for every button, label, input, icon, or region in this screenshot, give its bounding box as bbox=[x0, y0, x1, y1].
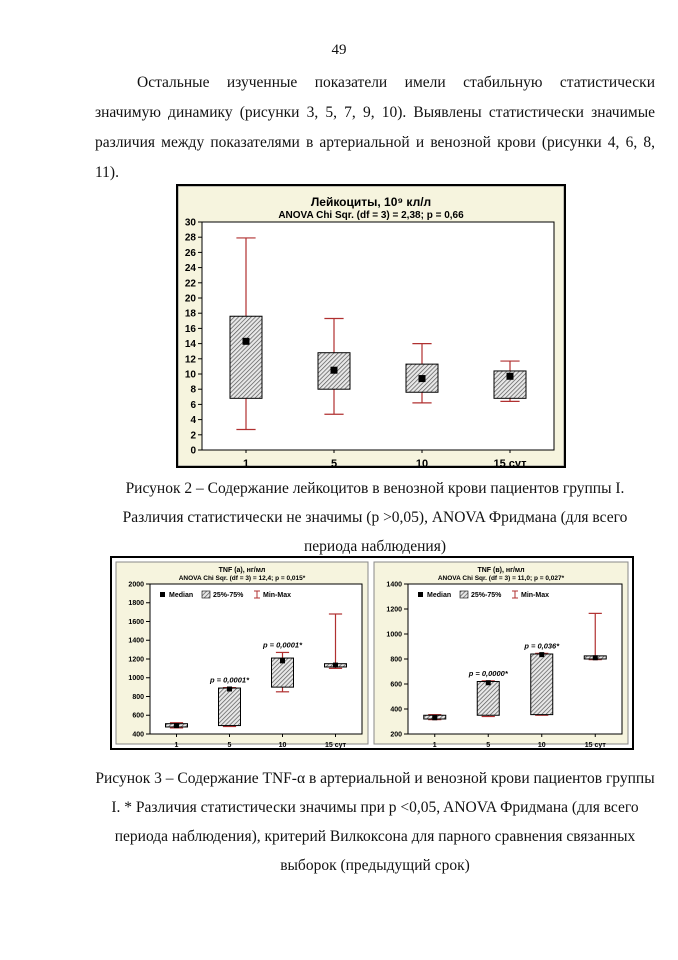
tnf-a-legend-box-swatch bbox=[202, 591, 210, 598]
tnf-b-ytick-label: 1000 bbox=[386, 631, 402, 639]
tnf-a-legend-range: Min-Max bbox=[263, 592, 291, 599]
tnf-b-legend-box: 25%-75% bbox=[471, 592, 502, 599]
tnf-b-legend-median-swatch bbox=[418, 592, 423, 597]
leukocytes-xtick-label: 10 bbox=[415, 458, 429, 466]
tnf-a-median-marker bbox=[333, 663, 338, 668]
leukocytes-ytick-label: 24 bbox=[184, 263, 196, 275]
leukocytes-ytick-label: 8 bbox=[190, 384, 196, 396]
tnf-a-xtick-label: 5 bbox=[227, 742, 232, 748]
tnf-a-legend-median: Median bbox=[169, 592, 194, 599]
tnf-a-subtitle: ANOVA Chi Sqr. (df = 3) = 12,4; p = 0,015* bbox=[178, 575, 306, 582]
tnf-a-median-marker bbox=[174, 723, 179, 728]
leukocytes-median-marker bbox=[331, 367, 338, 374]
tnf-a-ytick-label: 1600 bbox=[128, 618, 144, 626]
tnf-a-xtick-label: 15 сут bbox=[324, 742, 347, 748]
tnf-b-xtick-label: 1 bbox=[432, 742, 437, 748]
leukocytes-ytick-label: 16 bbox=[184, 323, 196, 335]
leukocytes-ytick-label: 18 bbox=[184, 308, 196, 320]
tnf-a-median-marker bbox=[280, 658, 285, 663]
tnf-b-ytick-label: 200 bbox=[390, 731, 402, 739]
leukocytes-ytick-label: 30 bbox=[184, 217, 196, 229]
leukocytes-ytick-label: 22 bbox=[184, 278, 196, 290]
leukocytes-median-marker bbox=[419, 375, 426, 382]
tnf-b-ytick-label: 1200 bbox=[386, 606, 402, 614]
leukocytes-xtick-label: 15 сут bbox=[493, 458, 527, 466]
figure-3-tnf bbox=[110, 556, 634, 750]
tnf-b-title: TNF (в), нг/мл bbox=[477, 567, 525, 574]
leukocytes-ytick-label: 6 bbox=[190, 399, 196, 411]
tnf-a-median-marker bbox=[227, 687, 232, 692]
tnf-b-ytick-label: 600 bbox=[390, 681, 402, 689]
tnf-b-xtick-label: 5 bbox=[486, 742, 491, 748]
tnf-b-ytick-label: 800 bbox=[390, 656, 402, 664]
leukocytes-ytick-label: 20 bbox=[184, 293, 196, 305]
leukocytes-xtick-label: 5 bbox=[330, 458, 338, 466]
leukocytes-median-marker bbox=[243, 338, 250, 345]
leukocytes-ytick-label: 14 bbox=[184, 339, 196, 351]
tnf-a-xtick-label: 1 bbox=[174, 742, 179, 748]
tnf-b-box bbox=[531, 654, 553, 715]
leukocytes-ytick-label: 10 bbox=[184, 369, 196, 381]
tnf-b-median-marker bbox=[432, 715, 437, 720]
leukocytes-box bbox=[230, 316, 262, 398]
tnf-a-ytick-label: 600 bbox=[132, 712, 144, 720]
tnf-b-legend-box-swatch bbox=[460, 591, 468, 598]
tnf-a-legend-box: 25%-75% bbox=[213, 592, 244, 599]
tnf-a-annotation: p = 0,0001* bbox=[210, 675, 249, 685]
leukocytes-title: Лейкоциты, 10⁹ кл/л bbox=[310, 195, 432, 209]
tnf-b-ytick-label: 400 bbox=[390, 706, 402, 714]
tnf-a-annotation: p = 0,0001* bbox=[263, 640, 302, 650]
tnf-b-box bbox=[477, 682, 499, 716]
paragraph-text: Остальные изученные показатели имели стабильную статистически значимую динамику (рисунки 3, 5, 7, 9, 10). Выявлены статистически значимые различия между показателями в артериальной и венозной крови (рисунки 4, 6, 8, 11). bbox=[95, 74, 655, 181]
leukocytes-ytick-label: 2 bbox=[190, 430, 196, 442]
tnf-b-ytick-label: 1400 bbox=[386, 581, 402, 589]
tnf-a-ytick-label: 2000 bbox=[128, 581, 144, 589]
tnf-a-ytick-label: 1400 bbox=[128, 637, 144, 645]
tnf-b-median-marker bbox=[593, 655, 598, 660]
leukocytes-xtick-label: 1 bbox=[242, 458, 250, 466]
tnf-a-ytick-label: 800 bbox=[132, 693, 144, 701]
tnf-a-plot-area bbox=[150, 584, 362, 734]
tnf-b-subtitle: ANOVA Chi Sqr. (df = 3) = 11,0; p = 0,027* bbox=[437, 575, 565, 582]
figure-2-leukocytes bbox=[176, 184, 566, 468]
leukocytes-median-marker bbox=[507, 373, 514, 380]
leukocytes-ytick-label: 12 bbox=[184, 354, 196, 366]
leukocytes-boxplot bbox=[178, 186, 564, 466]
tnf-a-box bbox=[219, 688, 241, 726]
tnf-a-xtick-label: 10 bbox=[278, 742, 287, 748]
leukocytes-ytick-label: 4 bbox=[190, 415, 196, 427]
tnf-a-ytick-label: 1200 bbox=[128, 656, 144, 664]
figure-2-caption: Рисунок 2 – Содержание лейкоцитов в венозной крови пациентов группы I. Различия статистически не значимы (p >0,05), ANOVA Фридмана (для всего периода наблюдения) bbox=[122, 480, 628, 555]
tnf-a-ytick-label: 1000 bbox=[128, 675, 144, 683]
tnf-b-median-marker bbox=[486, 680, 491, 685]
tnf-a-title: TNF (a), нг/мл bbox=[218, 567, 266, 574]
leukocytes-ytick-label: 26 bbox=[184, 247, 196, 259]
tnf-b-annotation: p = 0,036* bbox=[524, 641, 560, 651]
tnf-a-legend-median-swatch bbox=[160, 592, 165, 597]
leukocytes-ytick-label: 28 bbox=[184, 232, 196, 244]
tnf-boxplots bbox=[112, 558, 632, 748]
tnf-b-legend-median: Median bbox=[427, 592, 452, 599]
tnf-b-xtick-label: 15 сут bbox=[584, 742, 606, 748]
tnf-a-ytick-label: 1800 bbox=[128, 600, 144, 608]
tnf-b-legend-range: Min-Max bbox=[521, 592, 549, 599]
tnf-b-median-marker bbox=[539, 652, 544, 657]
leukocytes-ytick-label: 0 bbox=[190, 445, 196, 457]
tnf-b-annotation: p = 0,0000* bbox=[468, 668, 508, 678]
tnf-b-xtick-label: 10 bbox=[537, 742, 546, 748]
page-number: 49 bbox=[331, 42, 347, 58]
figure-3-caption: Рисунок 3 – Содержание TNF-α в артериальной и венозной крови пациентов группы I. * Различия статистически значимы при p <0,05, ANOVA Фридмана (для всего периода наблюдения), критерий Вилкоксона для парного сравнения связанных выборок (предыдущий срок) bbox=[95, 770, 655, 874]
tnf-a-ytick-label: 400 bbox=[132, 731, 144, 739]
body-paragraph bbox=[95, 68, 655, 188]
leukocytes-subtitle: ANOVA Chi Sqr. (df = 3) = 2,38; p = 0,66 bbox=[278, 210, 464, 221]
